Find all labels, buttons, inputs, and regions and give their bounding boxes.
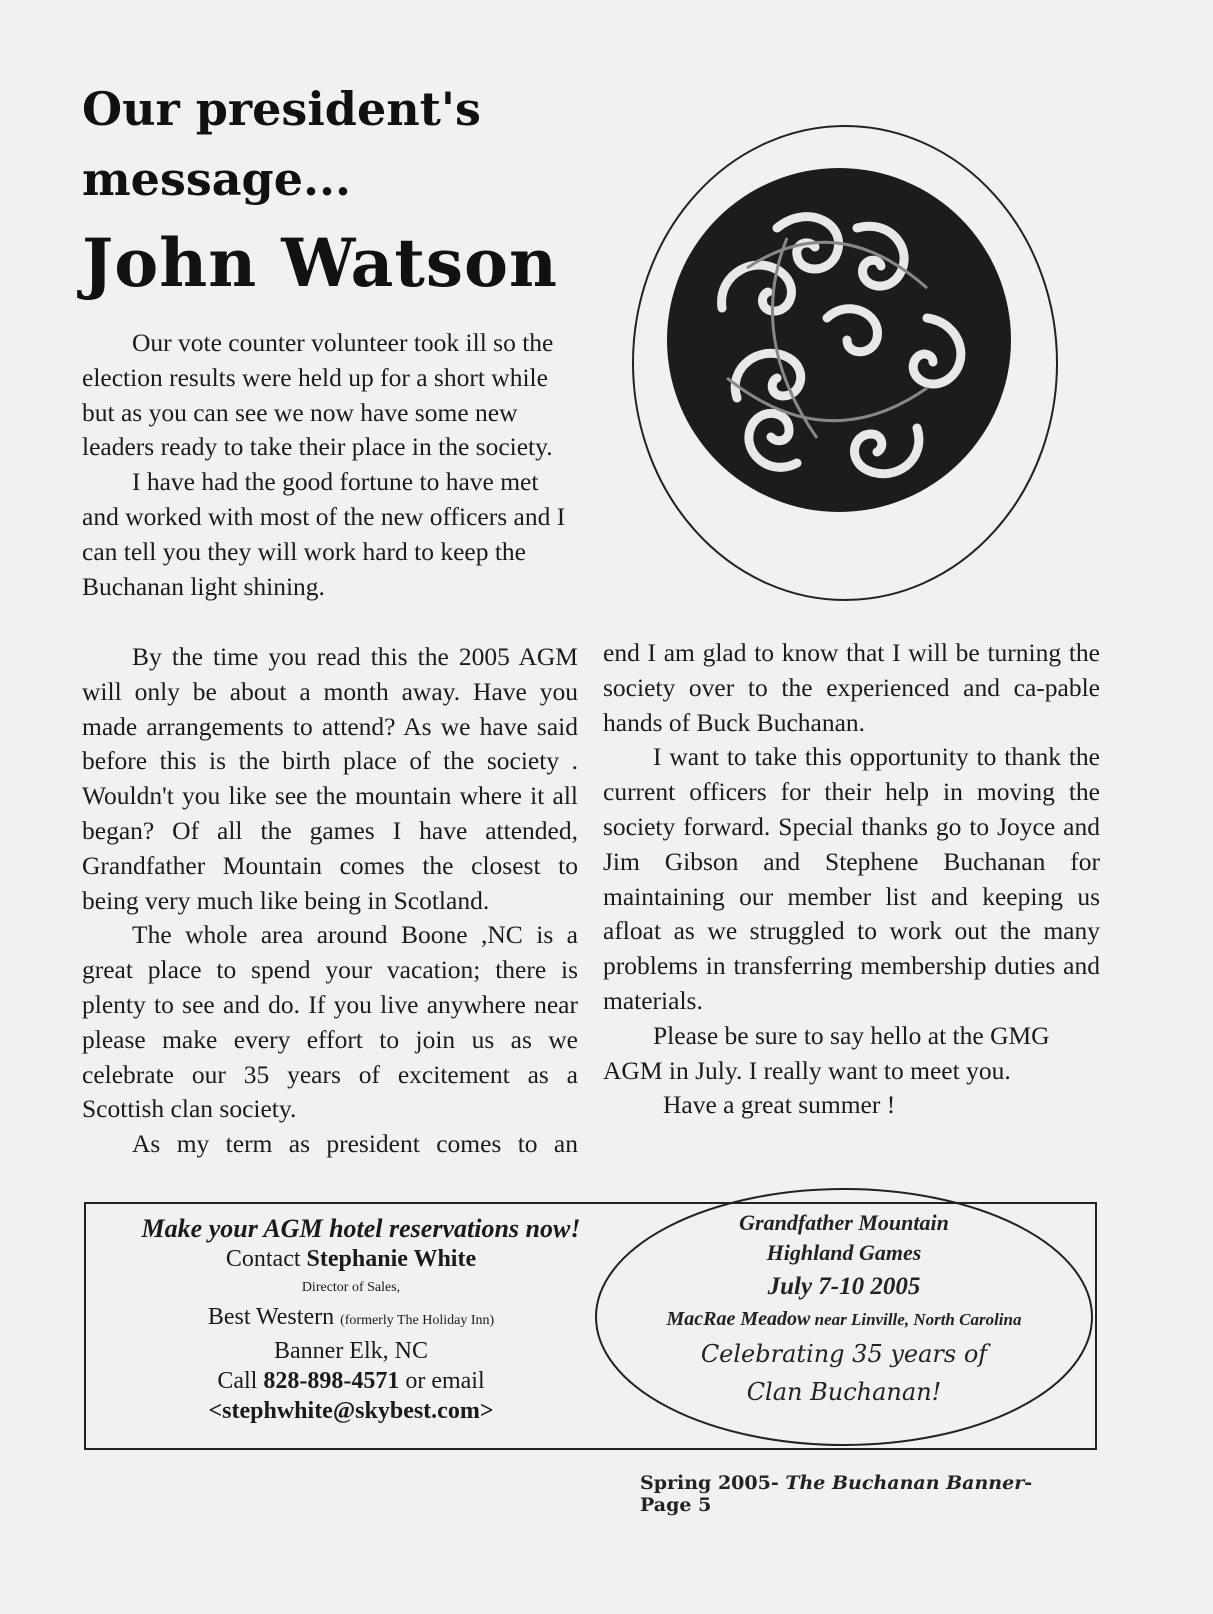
paragraph: I want to take this opportunity to thank the current officers for their help in moving the society forward. Special thanks go to Joyce and Jim Gibson and Stephene Buchanan for maintaining our member list and keeping us afloat as we struggled to work out the many problems in transferring membership duties and materials. <box>603 742 1100 1015</box>
paragraph: Please be sure to say hello at the GMG AGM in July. I really want to meet you. <box>603 1020 1050 1085</box>
games-venue-near: near Linville, North Carolina <box>810 1310 1022 1329</box>
hotel-location: Banner Elk, NC <box>274 1338 428 1364</box>
paragraph: As my term as president comes to an <box>132 1129 578 1159</box>
footer-publication: The Buchanan Banner <box>785 1472 1025 1494</box>
paragraph: I have had the good fortune to have met and worked with most of the new officers and I can tell you they will work hard to keep the Buchanan light shining. <box>82 467 566 601</box>
call-suffix: or email <box>399 1368 485 1394</box>
paragraph: By the time you read this the 2005 AGM will only be about a month away. Have you made arrangements to attend? As we have said before this is the birth place of the society . Wouldn't you like see the mountain where it all began? Of all the games I have attended, Grandfather Mountain comes the closest to being very much like being in Scotland. <box>82 642 578 915</box>
footer-season: Spring 2005- <box>640 1472 786 1494</box>
games-title-1: Grandfather Mountain <box>739 1210 949 1235</box>
call-prefix: Call <box>217 1368 264 1394</box>
headline-line-2: message... <box>82 152 352 206</box>
author-name: John Watson <box>82 224 558 302</box>
article-column-left-top <box>82 326 576 604</box>
article-headline <box>82 82 582 302</box>
article-column-left-bottom <box>82 640 578 1162</box>
paragraph: end I am glad to know that I will be turning the society over to the experienced and ca-pable hands of Buck Buchanan. <box>603 638 1100 737</box>
highland-games-info <box>612 1208 1076 1411</box>
headline-line-1: Our president's <box>82 82 481 136</box>
email-address <box>86 1396 616 1426</box>
games-dates: July 7-10 2005 <box>767 1273 921 1300</box>
page-footer <box>640 1472 1060 1516</box>
celtic-triskele-icon <box>627 118 1067 608</box>
games-venue-line <box>612 1304 1076 1335</box>
contact-line <box>86 1244 616 1274</box>
hotel-heading: Make your AGM hotel reservations now! <box>141 1214 581 1243</box>
footer-page-number: - Page 5 <box>640 1472 1033 1516</box>
hotel-name: Best Western <box>207 1304 341 1330</box>
paragraph: The whole area around Boone ,NC is a great place to spend your vacation; there is plenty to see and do. If you live anywhere near please make every effort to join us as we celebrate our 35 years of excitement as a Scottish clan society. <box>82 920 578 1124</box>
contact-prefix: Contact <box>225 1246 307 1272</box>
contact-title: Director of Sales, <box>301 1280 401 1295</box>
hotel-note: (formerly The Holiday Inn) <box>340 1313 495 1328</box>
article-column-right <box>603 636 1100 1123</box>
paragraph: Our vote counter volunteer took ill so the election results were held up for a short while but as you can see we now have some new leaders ready to take their place in the society. <box>82 328 554 462</box>
contact-name: Stephanie White <box>306 1246 477 1272</box>
games-venue: MacRae Meadow <box>666 1308 811 1330</box>
celebration-line-1: Celebrating 35 years of <box>700 1340 988 1368</box>
phone-line <box>86 1366 616 1396</box>
hotel-reservation-info <box>86 1214 616 1426</box>
games-title-2: Highland Games <box>766 1240 922 1265</box>
hotel-name-line <box>86 1302 616 1336</box>
phone-number: 828-898-4571 <box>263 1368 400 1394</box>
email-text: <stephwhite@skybest.com> <box>208 1398 494 1424</box>
celebration-line-2: Clan Buchanan! <box>746 1378 942 1406</box>
closing-line: Have a great summer ! <box>663 1090 896 1120</box>
